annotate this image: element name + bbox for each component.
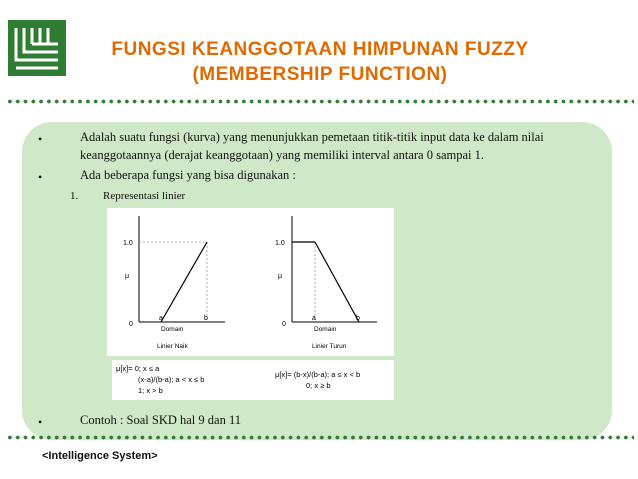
right-y-top-label: 1.0 (275, 240, 285, 247)
bullet-2-marker: • (38, 170, 43, 184)
membership-formulas (112, 360, 394, 400)
linear-membership-graphs (107, 208, 394, 356)
bullet-1-line-2: keanggotaannya (derajat keanggotaan) yang memiliki interval antara 0 sampai 1. (80, 148, 485, 162)
bullet-2-text: Ada beberapa fungsi yang bisa digunakan : (80, 168, 296, 182)
page-title (60, 37, 580, 87)
item-1-number: 1. (70, 190, 79, 202)
formula-left-head: μ[x]= 0; x ≤ a (116, 364, 160, 373)
title-line-1: FUNGSI KEANGGOTAAN HIMPUNAN FUZZY (111, 39, 529, 60)
left-zero-label: 0 (129, 321, 133, 328)
logo-icon (8, 20, 66, 76)
title-line-2: (MEMBERSHIP FUNCTION) (192, 64, 448, 85)
bullet-1-marker: • (38, 132, 43, 146)
right-a-label: a (312, 315, 316, 322)
formula-left-line-3: 1; x > b (138, 386, 163, 395)
right-mu-label: μ (278, 273, 283, 280)
bullet-3-text: Contoh : Soal SKD hal 9 dan 11 (80, 413, 241, 427)
right-b-label: b (356, 315, 360, 322)
left-a-label: a (159, 315, 163, 322)
formula-right-line-2: 0; x ≥ b (306, 381, 331, 390)
right-graph (275, 216, 377, 350)
formula-left-line-2: (x-a)/(b-a); a < x ≤ b (138, 375, 205, 384)
bullet-1-line-1: Adalah suatu fungsi (kurva) yang menunjukkan pemetaan titik-titik input data ke dalam nilai (80, 130, 544, 144)
right-zero-label: 0 (282, 321, 286, 328)
right-domain-label: Domain (314, 326, 337, 333)
formula-right-head: μ[x]= (b-x)/(b-a); a ≤ x < b (275, 370, 361, 379)
left-linear-line (161, 242, 207, 322)
item-1-text: Representasi linier (103, 190, 186, 202)
left-b-label: b (204, 315, 208, 322)
right-linear-line (315, 242, 359, 322)
left-domain-label: Domain (161, 326, 184, 333)
right-caption: Linier Turun (312, 343, 347, 350)
bullet-3-marker: • (38, 415, 43, 429)
bottom-dotted-divider (6, 435, 634, 440)
left-mu-label: μ (125, 273, 130, 280)
footer-label: <Intelligence System> (42, 450, 158, 462)
left-caption: Linier Naik (157, 343, 188, 350)
top-dotted-divider (6, 99, 634, 104)
left-y-top-label: 1.0 (123, 240, 133, 247)
left-graph (123, 216, 225, 350)
